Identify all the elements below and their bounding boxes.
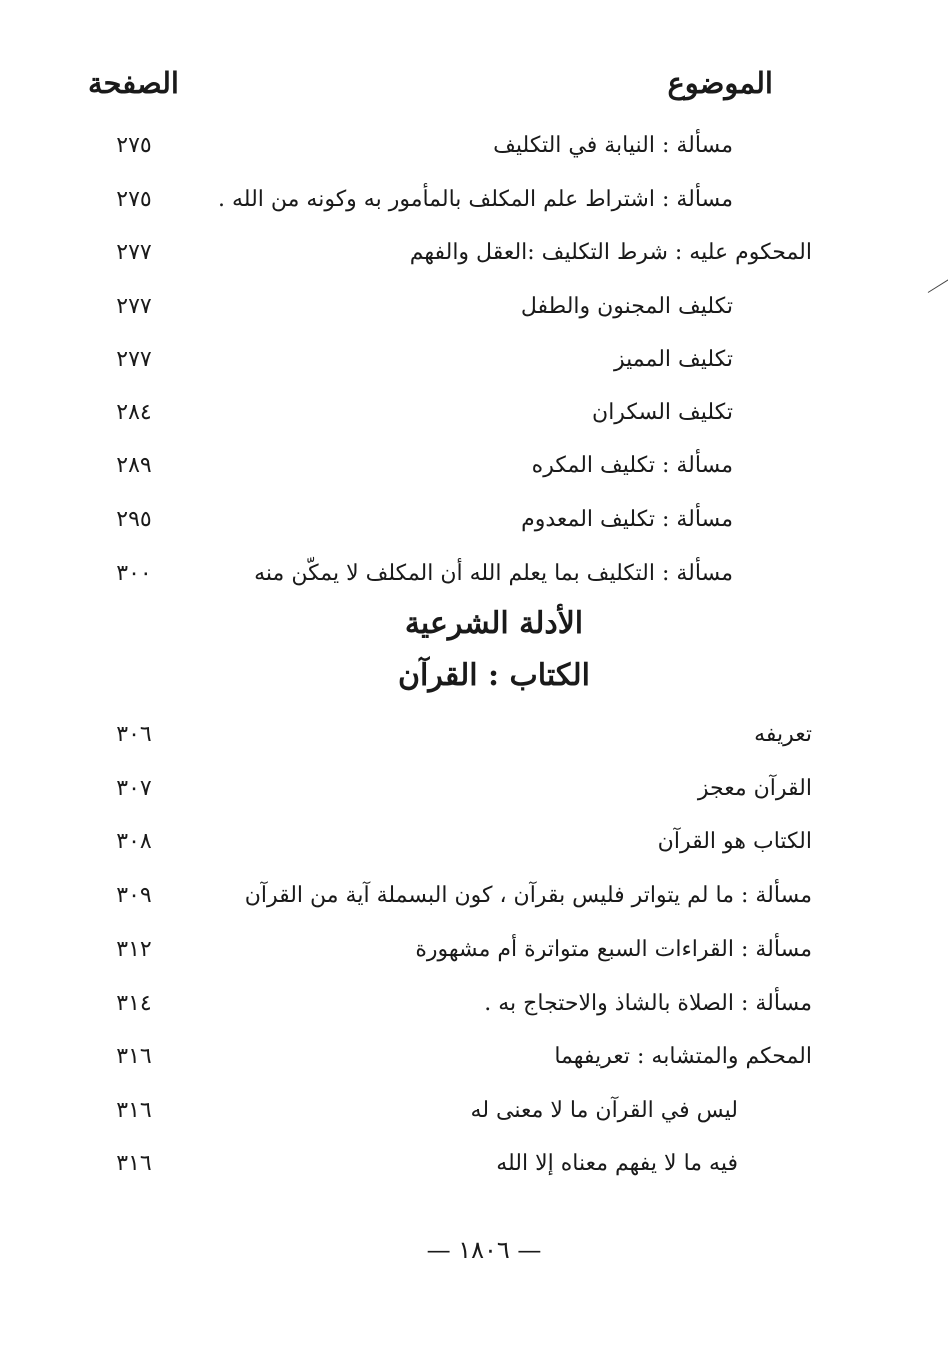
entry-page-number: ٣١٢ — [116, 937, 152, 962]
entry-topic: الكتاب هو القرآن — [657, 829, 812, 854]
list-item — [0, 1037, 948, 1077]
entry-topic: ليس في القرآن ما لا معنى له — [470, 1098, 738, 1123]
list-item — [0, 769, 948, 809]
list-item — [0, 1144, 948, 1184]
entry-page-number: ٣١٦ — [116, 1044, 152, 1069]
entry-page-number: ٣١٦ — [116, 1151, 152, 1176]
section-subheading: الكتاب : القرآن — [397, 658, 590, 693]
list-item — [0, 446, 948, 486]
list-item — [0, 822, 948, 862]
list-item — [0, 287, 948, 327]
entry-topic: تعريفه — [754, 722, 812, 747]
entry-page-number: ٢٧٧ — [116, 294, 152, 319]
entry-page-number: ٣١٦ — [116, 1098, 152, 1123]
entry-topic: تكليف المجنون والطفل — [520, 294, 733, 319]
list-item — [0, 876, 948, 916]
list-item — [0, 126, 948, 166]
entry-page-number: ٢٧٧ — [116, 240, 152, 265]
entry-topic: مسألة : القراءات السبع متواترة أم مشهورة — [415, 937, 812, 962]
entry-topic: المحكوم عليه : شرط التكليف :العقل والفهم — [409, 240, 812, 265]
entry-page-number: ٢٩٥ — [116, 507, 152, 532]
entry-topic: مسألة : التكليف بما يعلم الله أن المكلف لا يمكّن منه — [254, 561, 733, 586]
list-item — [0, 930, 948, 970]
entry-topic: فيه ما لا يفهم معناه إلا الله — [496, 1151, 738, 1176]
entry-page-number: ٢٨٩ — [116, 453, 152, 478]
page-number-footer: — ١٨٠٦ — — [426, 1236, 542, 1264]
entry-page-number: ٢٧٥ — [116, 187, 152, 212]
entry-topic: تكليف السكران — [592, 400, 733, 425]
entry-page-number: ٣٠٨ — [116, 829, 152, 854]
topic-column-header: الموضوع — [667, 66, 773, 100]
list-item — [0, 1091, 948, 1131]
list-item — [0, 233, 948, 273]
entry-topic: مسألة : ما لم يتواتر فليس بقرآن ، كون البسملة آية من القرآن — [244, 883, 812, 908]
list-item — [0, 180, 948, 220]
entry-topic: مسألة : تكليف المعدوم — [521, 507, 733, 532]
entry-topic: مسألة : اشتراط علم المكلف بالمأمور به وكونه من الله . — [218, 187, 733, 212]
entry-page-number: ٣١٤ — [116, 991, 152, 1016]
entry-topic: مسألة : تكليف المكره — [531, 453, 733, 478]
entry-page-number: ٢٧٧ — [116, 347, 152, 372]
entry-page-number: ٢٨٤ — [116, 400, 152, 425]
entry-topic: المحكم والمتشابه : تعريفهما — [554, 1044, 812, 1069]
entry-page-number: ٣٠٧ — [116, 776, 152, 801]
entry-page-number: ٣٠٩ — [116, 883, 152, 908]
list-item — [0, 554, 948, 594]
entry-topic: تكليف المميز — [614, 347, 733, 372]
entry-page-number: ٣٠٠ — [116, 561, 152, 586]
entry-topic: القرآن معجز — [697, 776, 812, 801]
list-item — [0, 393, 948, 433]
section-heading: الأدلة الشرعية — [404, 606, 584, 641]
list-item — [0, 984, 948, 1024]
page-column-header: الصفحة — [88, 66, 179, 100]
list-item — [0, 500, 948, 540]
entry-topic: مسألة : النيابة في التكليف — [493, 133, 733, 158]
entry-topic: مسألة : الصلاة بالشاذ والاحتجاج به . — [484, 991, 812, 1016]
entry-page-number: ٢٧٥ — [116, 133, 152, 158]
entry-page-number: ٣٠٦ — [116, 722, 152, 747]
list-item — [0, 340, 948, 380]
list-item — [0, 715, 948, 755]
